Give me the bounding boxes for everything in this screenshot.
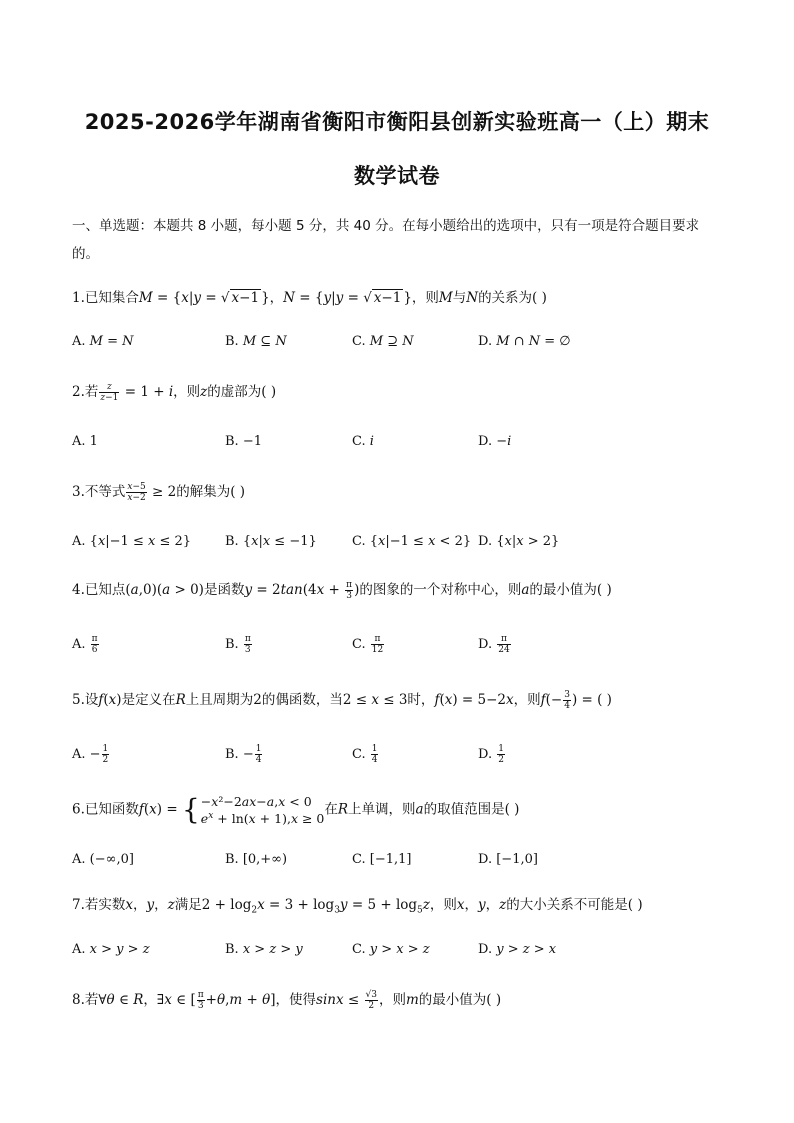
option-c[interactable]: C. M ⊇ N (352, 334, 414, 349)
option-d[interactable]: D. $\frac{\pi}{24}$ (478, 634, 510, 655)
option-b[interactable]: B. [0,+∞) (225, 852, 288, 867)
question-1: 1.已知集合M = {x|y = √ x−1 }，N = {y|y = √ x−1 }，则M与N的关系为( ) (72, 290, 547, 306)
option-b[interactable]: B. $\frac{\pi}{3}$ (225, 634, 251, 655)
option-a[interactable]: A. (−∞,0] (72, 852, 134, 867)
question-6: 6.已知函数f(x) = { −x²−2ax−a,x < 0 $e^x + \ln(x + 1),x \ge 0$ 在R上单调，则a的取值范围是( ) (72, 793, 520, 827)
option-d[interactable]: D. M ∩ N = ∅ (478, 334, 571, 349)
section-instructions (72, 212, 722, 268)
question-3-options (72, 534, 732, 556)
question-3: 3.不等式 $\frac{x-5}{x-2}$ ≥ 2的解集为( ) (72, 482, 246, 503)
option-c[interactable]: C. i (352, 434, 374, 449)
option-c[interactable]: C. $\frac{\pi}{12}$ (352, 634, 384, 655)
option-d[interactable]: D. $\frac{1}{2}$ (478, 744, 504, 765)
option-d[interactable]: D. y > z > x (478, 942, 557, 957)
question-5: 5.设f(x)是定义在R上且周期为2的偶函数，当2 ≤ x ≤ 3时，f(x) = 5−2x，则f(− $\frac{3}{4}$ ) = ( ) (72, 690, 612, 711)
question-7: 7.若实数x，y，z满足$2 + \log_2x = 3 + \log_3y = 5 + \log_5z$，则x，y，z的大小关系不可能是( ) (72, 897, 643, 916)
question-7-options (72, 942, 732, 964)
section-instructions-line1: 一、单选题：本题共 8 小题，每小题 5 分，共 40 分。在每小题给出的选项中，只有一项是符合题目要求 (72, 218, 700, 234)
question-2-options (72, 434, 732, 456)
option-c[interactable]: C. y > x > z (352, 942, 430, 957)
option-a[interactable]: A. {x|−1 ≤ x ≤ 2} (72, 534, 192, 549)
option-d[interactable]: D. {x|x > 2} (478, 534, 560, 549)
question-4-options (72, 634, 732, 656)
option-a[interactable]: A. 1 (72, 434, 98, 449)
exam-title-line2: 数学试卷 (354, 164, 440, 188)
option-a[interactable]: A. x > y > z (72, 942, 150, 957)
question-2: 2.若 $\frac{z}{z-1}$ = 1 + i，则z的虚部为( ) (72, 382, 277, 403)
option-a[interactable]: A. $\frac{\pi}{6}$ (72, 634, 98, 655)
option-b[interactable]: B. x > z > y (225, 942, 303, 957)
section-instructions-line2: 的。 (72, 246, 99, 262)
question-5-options (72, 744, 732, 766)
question-8: 8.若∀θ ∈ R，∃x ∈ [ $\frac{\pi}{3}$ +θ,m + θ]，使得sinx ≤ $\frac{√3}{2}$ ，则m的最小值为( ) (72, 990, 502, 1011)
option-b[interactable]: B. M ⊆ N (225, 334, 287, 349)
option-d[interactable]: D. [−1,0] (478, 852, 538, 867)
option-c[interactable]: C. {x|−1 ≤ x < 2} (352, 534, 472, 549)
exam-title-line1: 2025-2026学年湖南省衡阳市衡阳县创新实验班高一（上）期末 (84, 110, 710, 134)
option-c[interactable]: C. $\frac{1}{4}$ (352, 744, 378, 765)
question-6-options (72, 852, 732, 874)
option-a[interactable]: A. M = N (72, 334, 134, 349)
option-b[interactable]: B. − $\frac{1}{4}$ (225, 744, 262, 765)
option-a[interactable]: A. − $\frac{1}{2}$ (72, 744, 109, 765)
option-b[interactable]: B. {x|x ≤ −1} (225, 534, 317, 549)
question-1-options (72, 334, 732, 356)
option-b[interactable]: B. −1 (225, 434, 262, 449)
option-d[interactable]: D. −i (478, 434, 512, 449)
question-4: 4.已知点(a,0)(a > 0)是函数y = 2tan(4x + $\frac{\pi}{3}$ )的图象的一个对称中心，则a的最小值为( ) (72, 580, 612, 601)
option-c[interactable]: C. [−1,1] (352, 852, 412, 867)
